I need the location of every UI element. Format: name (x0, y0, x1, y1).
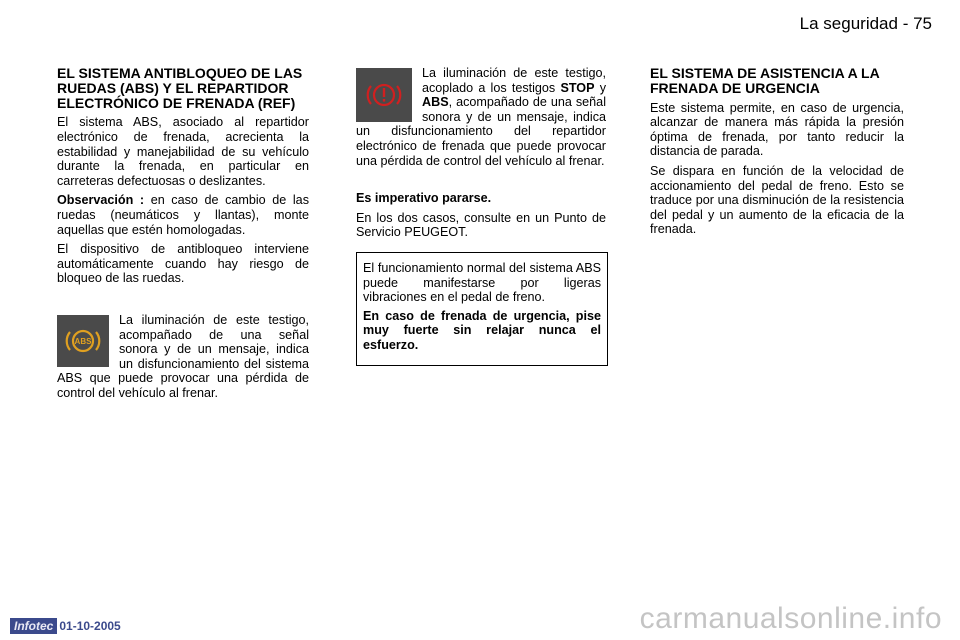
abs-warning-block (57, 313, 309, 401)
stop-label: STOP (560, 80, 595, 95)
abs-intro: El sistema ABS, asociado al repartidor electrónico de frenada, acrecienta la estabilidad y manejabilidad de su vehículo durante la frenada, en particular en carreteras defectuosas o deslizantes. (57, 115, 309, 188)
note-vibrations: El funcionamiento normal del sistema ABS puede manifestarse por ligeras vibraciones en el pedal de freno. (363, 260, 601, 305)
abs-heading: EL SISTEMA ANTIBLOQUEO DE LAS RUEDAS (ABS) Y EL REPARTIDOR ELECTRÓNICO DE FRENADA (REF) (57, 65, 303, 111)
abs-icon-label: ABS (74, 336, 92, 346)
consult-dealer: En los dos casos, consulte en un Punto de Servicio PEUGEOT. (356, 210, 606, 240)
brake-assist-p2: Se dispara en función de la velocidad de accionamiento del pedal de freno. Esto se traduce por una disminución de la resistencia del pedal y un aumento de la eficacia de la frenada. (650, 163, 904, 237)
abs-label: ABS (422, 95, 449, 110)
watermark: carmanualsonline.info (639, 602, 942, 635)
page-header: La seguridad - 75 (799, 14, 932, 33)
imperative-stop: Es imperativo pararse. (356, 191, 492, 206)
note-box (356, 252, 608, 366)
brake-warning-icon (356, 68, 412, 122)
footer-date: 01-10-2005 (59, 619, 121, 633)
antilock-paragraph: El dispositivo de antibloqueo interviene automáticamente cuando hay riesgo de bloqueo de las ruedas. (57, 242, 309, 286)
brake-assist-p1: Este sistema permite, en caso de urgencia, alcanzar de manera más rápida la presión óptima de frenada, por tanto reducir la distancia de parada. (650, 100, 904, 159)
abs-section (57, 66, 309, 405)
ref-section (356, 66, 606, 366)
footer (10, 618, 121, 634)
ref-text-y: y (594, 80, 606, 95)
brake-warning-block (356, 66, 606, 168)
observation-text: en caso de cambio de las ruedas (neumáticos y llantas), monte aquellas que estén homologadas. (57, 193, 309, 237)
observation-paragraph (57, 193, 309, 237)
infotec-logo: Infotec (10, 618, 57, 634)
observation-label: Observación : (57, 193, 145, 208)
abs-warning-text: La iluminación de este testigo, acompañado de una señal sonora y de un mensaje, indica un disfuncionamiento del sistema ABS que puede provocar una pérdida de control del vehículo al frenar. (57, 312, 309, 400)
abs-warning-icon (57, 315, 109, 367)
brake-assist-section (650, 66, 904, 242)
ref-text-a: La iluminación de este testigo, acoplado a los testigos (422, 66, 606, 95)
ref-text-b: , acompañado de una señal sonora y de un mensaje, indica un disfuncionamiento del repartidor electrónico de frenada que puede provocar una pérdida de control del vehículo al frenar. (356, 95, 606, 168)
note-emergency: En caso de frenada de urgencia, pise muy fuerte sin relajar nunca el esfuerzo. (363, 308, 601, 352)
brake-assist-heading: EL SISTEMA DE ASISTENCIA A LA FRENADA DE URGENCIA (650, 65, 880, 96)
